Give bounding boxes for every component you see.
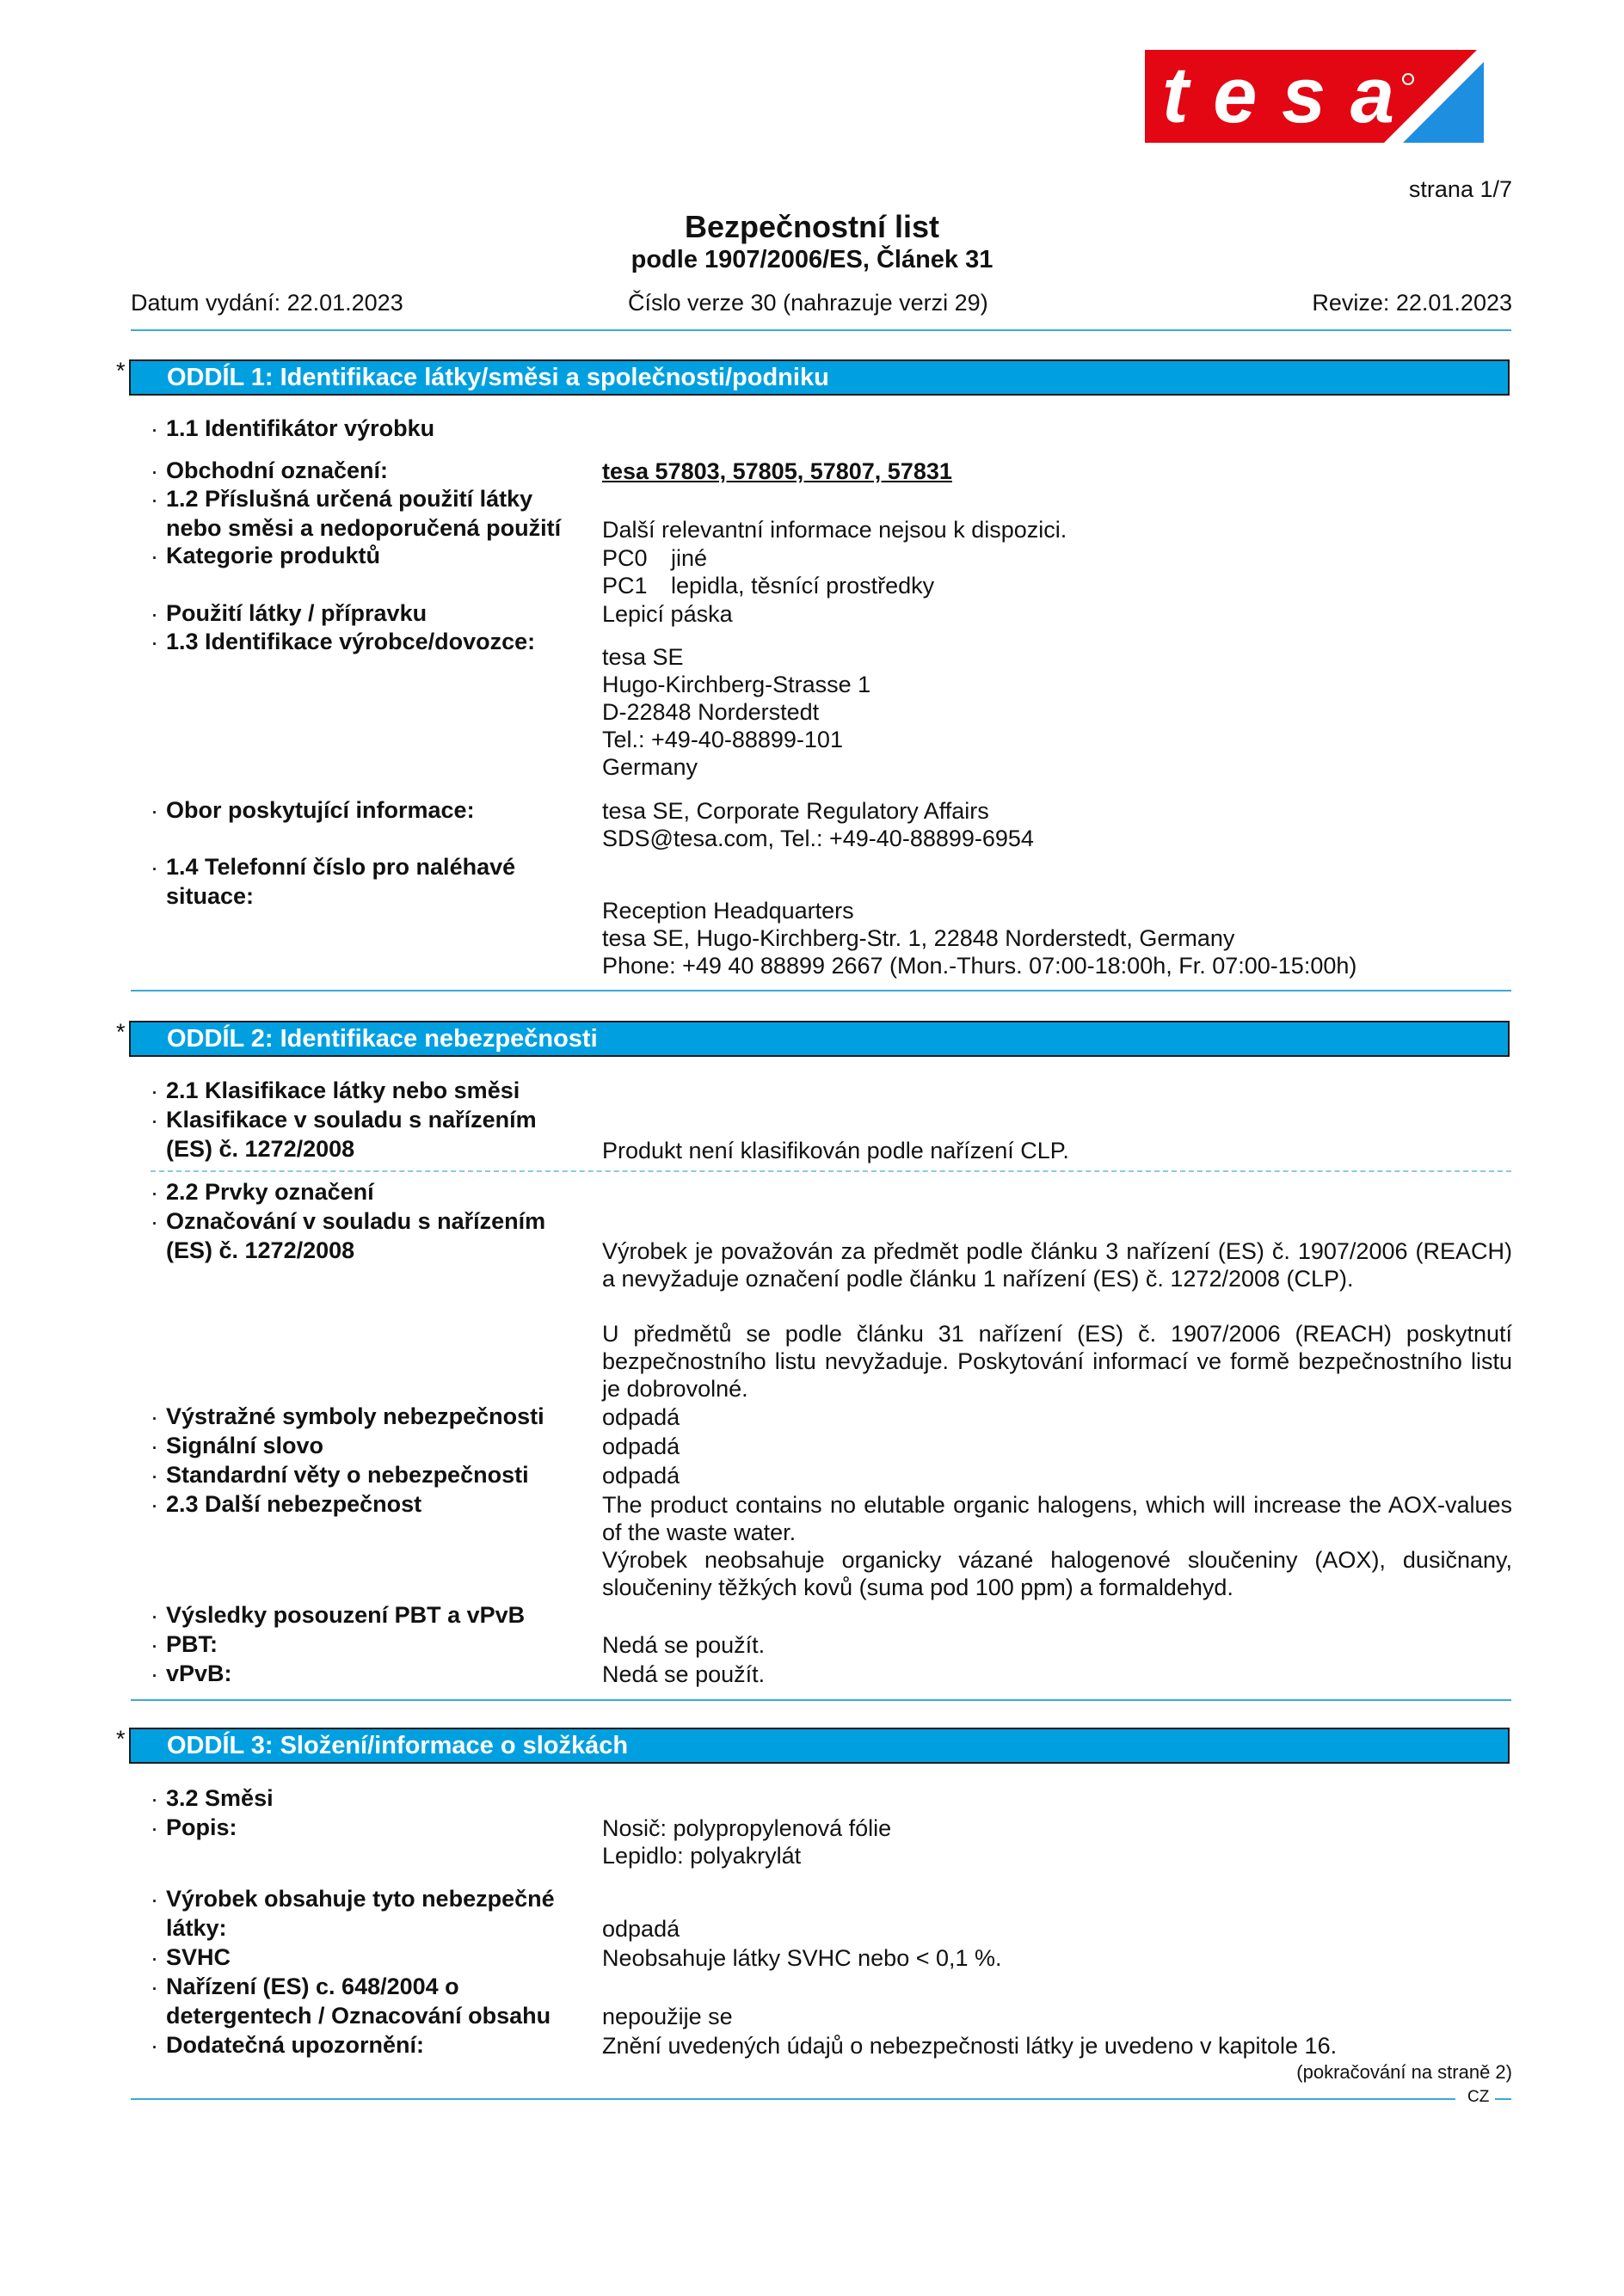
product-category-pc0: PC0 jiné: [602, 545, 708, 571]
section-3-header: ODDÍL 3: Složení/informace o složkách: [129, 1728, 1510, 1764]
marking-paragraph-1: Výrobek je považován za předmět podle článku 3 nařízení (ES) č. 1907/2006 (REACH) a nevyžaduje označení podle článku 1 nařízení (ES) č. 1272/2008 (CLP).: [602, 1238, 1512, 1292]
revision-date: Revize: 22.01.2023: [1312, 290, 1512, 316]
marking-label-line1: Označování v souladu s nařízením: [166, 1208, 546, 1234]
uses-label-line1: 1.2 Příslušná určená použití látky: [166, 486, 533, 512]
bullet: ·: [151, 543, 158, 569]
bullet: ·: [151, 1404, 158, 1430]
pictograms-label: Výstražné symboly nebezpečnosti: [166, 1403, 544, 1429]
bullet: ·: [151, 1632, 158, 1658]
manufacturer-label: 1.3 Identifikace výrobce/dovozce:: [166, 629, 536, 654]
classification-heading: 2.1 Klasifikace látky nebo směsi: [166, 1077, 520, 1103]
substance-use-value: Lepicí páska: [602, 601, 733, 627]
label-elements-heading: 2.2 Prvky označení: [166, 1179, 374, 1205]
bullet: ·: [151, 798, 158, 824]
bullet: ·: [151, 1492, 158, 1518]
product-identifier-heading: 1.1 Identifikátor výrobku: [166, 415, 435, 441]
description-label: Popis:: [166, 1814, 237, 1840]
emergency-phone-label-line2: situace:: [166, 883, 255, 909]
bullet: ·: [151, 1887, 158, 1912]
marking-paragraph-2: U předmětů se podle článku 31 nařízení (ES) č. 1907/2006 (REACH) poskytnutí bezpečnostního listu nevyžaduje. Poskytování informací ve formě bezpečnostního listu je dobrovolné.: [602, 1321, 1512, 1402]
description-line: Lepidlo: polyakrylát: [602, 1843, 802, 1869]
svhc-value: Neobsahuje látky SVHC nebo < 0,1 %.: [602, 1945, 1002, 1971]
additional-information-value: Znění uvedených údajů o nebezpečnosti látky je uvedeno v kapitole 16.: [602, 2033, 1338, 2059]
bullet: ·: [151, 2033, 158, 2059]
vpvb-label: vPvB:: [166, 1661, 232, 1686]
additional-information-label: Dodatečná upozornění:: [166, 2032, 425, 2058]
hazard-statements-label: Standardní věty o nebezpečnosti: [166, 1462, 529, 1488]
clp-classification-label-line2: (ES) č. 1272/2008: [166, 1136, 355, 1162]
bullet: ·: [151, 1433, 158, 1459]
trade-name-label: Obchodní označení:: [166, 457, 389, 483]
hazardous-substances-value: odpadá: [602, 1916, 680, 1942]
information-line: tesa SE, Corporate Regulatory Affairs: [602, 798, 989, 824]
pictograms-value: odpadá: [602, 1404, 680, 1430]
bullet: ·: [151, 1974, 158, 2000]
emergency-phone-label-line1: 1.4 Telefonní číslo pro naléhavé: [166, 854, 516, 880]
manufacturer-line: Tel.: +49-40-88899-101: [602, 727, 843, 752]
bullet: ·: [151, 1661, 158, 1687]
footer-rule-end: [1495, 2098, 1511, 2100]
detergent-regulation-label-line1: Nařízení (ES) c. 648/2004 o: [166, 1974, 459, 1999]
mixtures-heading: 3.2 Směsi: [166, 1785, 274, 1811]
bullet: ·: [151, 1815, 158, 1841]
uses-value: Další relevantní informace nejsou k dispozici.: [602, 517, 1067, 543]
changed-marker: *: [116, 358, 126, 384]
detergent-regulation-value: nepoužije se: [602, 2004, 733, 2029]
dashed-divider: [151, 1170, 1511, 1172]
other-hazards-paragraph-2: Výrobek neobsahuje organicky vázané halogenové sloučeniny (AOX), dusičnany, sloučeniny těžkých kovů (suma pod 100 ppm) a formaldehyd.: [602, 1547, 1512, 1600]
bullet: ·: [151, 1945, 158, 1971]
bullet: ·: [151, 1463, 158, 1489]
page-number: strana 1/7: [1408, 176, 1512, 202]
bullet: ·: [151, 1603, 158, 1629]
tesa-logo: [1145, 50, 1484, 143]
emergency-line: Reception Headquarters: [602, 898, 854, 924]
uses-label-line2: nebo směsi a nedoporučená použití: [166, 515, 562, 541]
bullet: ·: [151, 601, 158, 627]
language-code: CZ: [1462, 2088, 1494, 2107]
emergency-line: tesa SE, Hugo-Kirchberg-Str. 1, 22848 Norderstedt, Germany: [602, 925, 1235, 951]
section-2-header: ODDÍL 2: Identifikace nebezpečnosti: [129, 1021, 1510, 1057]
pbt-value: Nedá se použít.: [602, 1632, 766, 1658]
information-line: SDS@tesa.com, Tel.: +49-40-88899-6954: [602, 826, 1034, 851]
bullet: ·: [151, 1108, 158, 1133]
substance-use-label: Použití látky / přípravku: [166, 600, 428, 626]
trade-name-value: tesa 57803, 57805, 57807, 57831: [602, 458, 952, 484]
detergent-regulation-label-line2: detergentech / Oznacování obsahu: [166, 2003, 551, 2029]
manufacturer-line: Hugo-Kirchberg-Strasse 1: [602, 672, 871, 697]
pbt-label: PBT:: [166, 1631, 218, 1657]
changed-marker: *: [116, 1726, 126, 1752]
other-hazards-paragraph-1: The product contains no elutable organic halogens, which will increase the AOX-values of the waste water.: [602, 1492, 1512, 1545]
section-rule: [131, 990, 1511, 991]
continued-note: (pokračování na straně 2): [1296, 2061, 1512, 2083]
bullet: ·: [151, 458, 158, 484]
signal-word-value: odpadá: [602, 1433, 680, 1459]
information-department-label: Obor poskytující informace:: [166, 797, 475, 823]
issue-date: Datum vydání: 22.01.2023: [131, 290, 403, 316]
section-rule: [131, 1699, 1511, 1701]
other-hazards-label: 2.3 Další nebezpečnost: [166, 1491, 422, 1517]
logo-text: tesa: [1162, 52, 1394, 139]
bullet: ·: [151, 487, 158, 513]
hazardous-substances-label-line2: látky:: [166, 1915, 227, 1941]
hazardous-substances-label-line1: Výrobek obsahuje tyto nebezpečné: [166, 1886, 555, 1912]
emergency-line: Phone: +49 40 88899 2667 (Mon.-Thurs. 07:00-18:00h, Fr. 07:00-15:00h): [602, 953, 1357, 979]
manufacturer-line: D-22848 Norderstedt: [602, 699, 820, 725]
vpvb-value: Nedá se použít.: [602, 1661, 766, 1687]
product-category-pc1: PC1 lepidla, těsnící prostředky: [602, 573, 935, 599]
svhc-label: SVHC: [166, 1944, 231, 1970]
bullet: ·: [151, 1786, 158, 1812]
manufacturer-line: tesa SE: [602, 644, 684, 670]
version-number: Číslo verze 30 (nahrazuje verzi 29): [628, 290, 988, 316]
marking-label-line2: (ES) č. 1272/2008: [166, 1237, 355, 1263]
changed-marker: *: [116, 1019, 126, 1045]
product-category-label: Kategorie produktů: [166, 543, 381, 568]
header-rule: [131, 329, 1511, 331]
document-title: Bezpečnostní list: [684, 209, 940, 244]
bullet: ·: [151, 1078, 158, 1104]
section-1-header: ODDÍL 1: Identifikace látky/směsi a společnosti/podniku: [129, 359, 1510, 396]
document-subtitle: podle 1907/2006/ES, Článek 31: [631, 246, 993, 273]
description-line: Nosič: polypropylenová fólie: [602, 1815, 892, 1841]
clp-classification-value: Produkt není klasifikován podle nařízení CLP.: [602, 1138, 1069, 1163]
bullet: ·: [151, 629, 158, 655]
bullet: ·: [151, 855, 158, 881]
hazard-statements-value: odpadá: [602, 1463, 680, 1489]
manufacturer-line: Germany: [602, 754, 698, 780]
signal-word-label: Signální slovo: [166, 1433, 324, 1458]
pbt-results-label: Výsledky posouzení PBT a vPvB: [166, 1602, 526, 1628]
clp-classification-label-line1: Klasifikace v souladu s nařízením: [166, 1107, 537, 1133]
bullet: ·: [151, 1209, 158, 1235]
bullet: ·: [151, 416, 158, 442]
bullet: ·: [151, 1180, 158, 1206]
footer-rule: [131, 2098, 1455, 2100]
